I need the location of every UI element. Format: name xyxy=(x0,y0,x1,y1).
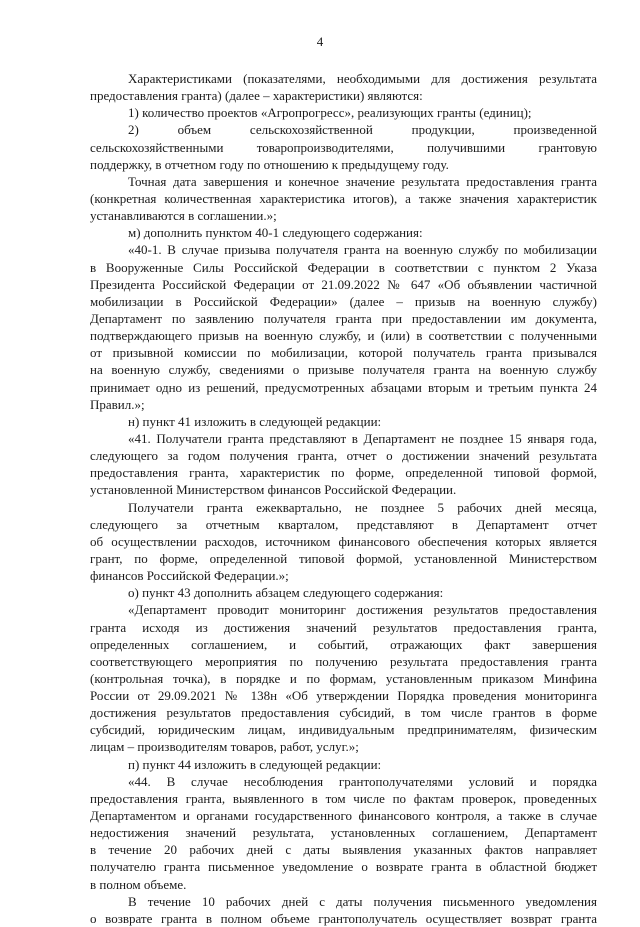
text-line: поддержку, в отчетном году по отношению к предыдущему году. xyxy=(90,156,449,172)
text-line: субсидий, юридическим лицам, индивидуальным предпринимателям, физическим xyxy=(90,722,597,738)
text-line: «41. Получатели гранта представляют в Департамент не позднее 15 января года, xyxy=(128,430,597,446)
text-line: «44. В случае несоблюдения грантополучателями условий и порядка xyxy=(128,773,597,789)
text-line: следующего за годом получения гранта, отчет о достижении значений результата xyxy=(90,448,597,464)
text-line: следующего за отчетным кварталом, представляют в Департамент отчет xyxy=(90,516,597,532)
text-line: устанавливаются в соглашении.»; xyxy=(90,208,277,224)
text-line: в течение 20 рабочих дней с даты выявления указанных фактов направляет xyxy=(90,842,597,858)
page-number: 4 xyxy=(316,34,324,49)
text-line: «40-1. В случае призыва получателя гранта на военную службу по мобилизации xyxy=(128,242,597,258)
text-line: грант, по форме, определенной типовой формой, установленной Министерством xyxy=(90,550,597,566)
text-line: предоставления гранта, характеристик по форме, определенной типовой формой, xyxy=(90,465,597,481)
text-line: Президента Российской Федерации от 21.09.2022 № 647 «Об объявлении частичной xyxy=(90,276,597,292)
text-line: на военную службу, сведениями о призыве получателя гранта на военную службу xyxy=(90,362,597,378)
text-line: гранта исходя из достижения значений результатов предоставления гранта, xyxy=(90,619,597,635)
text-line: получателю гранта письменное уведомление о возврате гранта в областной бюджет xyxy=(90,859,597,875)
text-line: принимает одно из решений, предусмотренных абзацами вторым и третьим пункта 24 xyxy=(90,379,597,395)
text-line: Точная дата завершения и конечное значение результата предоставления гранта xyxy=(128,173,597,189)
text-line: (конкретная количественная характеристика итогов), а также значения характеристик xyxy=(90,190,597,206)
text-line: подтверждающего призыв на военную службу, и (или) в соответствии с полученными xyxy=(90,328,597,344)
document-body xyxy=(90,70,597,927)
text-line: достижения результатов предоставления субсидий, в том числе грантов в форме xyxy=(90,705,597,721)
text-line: об осуществлении расходов, источником финансового обеспечения которых является xyxy=(90,533,597,549)
text-line: мобилизации в Российской Федерации» (далее – призыв на военную службу) xyxy=(90,293,597,309)
text-line: недостижения значений результата, установленных соглашением, Департамент xyxy=(90,825,597,841)
text-line: 2) объем сельскохозяйственной продукции, произведенной xyxy=(128,122,597,138)
text-line: 1) количество проектов «Агропрогресс», реализующих гранты (единиц); xyxy=(128,105,532,121)
text-line: предоставления гранта, выявленного в том числе по фактам проверок, проведенных xyxy=(90,790,597,806)
text-line: в полном объеме. xyxy=(90,876,187,892)
text-line: определенных соглашением, и событий, отражающих факт завершения xyxy=(90,636,597,652)
text-line: сельскохозяйственными товаропроизводителями, получившими грантовую xyxy=(90,139,597,155)
text-line: соответствующего мероприятия по получению результата предоставления гранта xyxy=(90,653,597,669)
text-line: м) дополнить пунктом 40-1 следующего содержания: xyxy=(128,225,423,241)
text-line: России от 29.09.2021 № 138н «Об утверждении Порядка проведения мониторинга xyxy=(90,688,597,704)
text-line: в Вооруженные Силы Российской Федерации в соответствии с пунктом 2 Указа xyxy=(90,259,597,275)
text-line: Правил.»; xyxy=(90,396,145,412)
text-line: п) пункт 44 изложить в следующей редакции: xyxy=(128,756,382,772)
text-line: В течение 10 рабочих дней с даты получения письменного уведомления xyxy=(128,893,597,909)
text-line: Характеристиками (показателями, необходимыми для достижения результата xyxy=(128,71,597,86)
text-line: от призывной комиссии по мобилизации, которой получатель гранта призывался xyxy=(90,345,597,361)
text-line: установленной Министерством финансов Российской Федерации. xyxy=(90,482,457,498)
text-line: «Департамент проводит мониторинг достижения результатов предоставления xyxy=(128,602,597,618)
text-line: лицам – производителям товаров, работ, услуг.»; xyxy=(90,739,359,755)
text-line: (контрольная точка), в порядке и по формам, установленным приказом Минфина xyxy=(90,670,597,686)
text-line: предоставления гранта) (далее – характеристики) являются: xyxy=(90,88,423,104)
text-line: о возврате гранта в полном объеме грантополучатель осуществляет возврат гранта xyxy=(90,910,597,926)
text-line: н) пункт 41 изложить в следующей редакции: xyxy=(128,413,382,429)
text-line: о) пункт 43 дополнить абзацем следующего содержания: xyxy=(128,585,444,601)
text-line: Департамент по заявлению получателя гранта при предоставлении им документа, xyxy=(90,310,597,326)
text-line: Департаментом и органами государственного финансового контроля, а также в случае xyxy=(90,808,597,824)
text-line: финансов Российской Федерации.»; xyxy=(90,568,289,584)
text-line: Получатели гранта ежеквартально, не позднее 5 рабочих дней месяца, xyxy=(128,499,597,515)
